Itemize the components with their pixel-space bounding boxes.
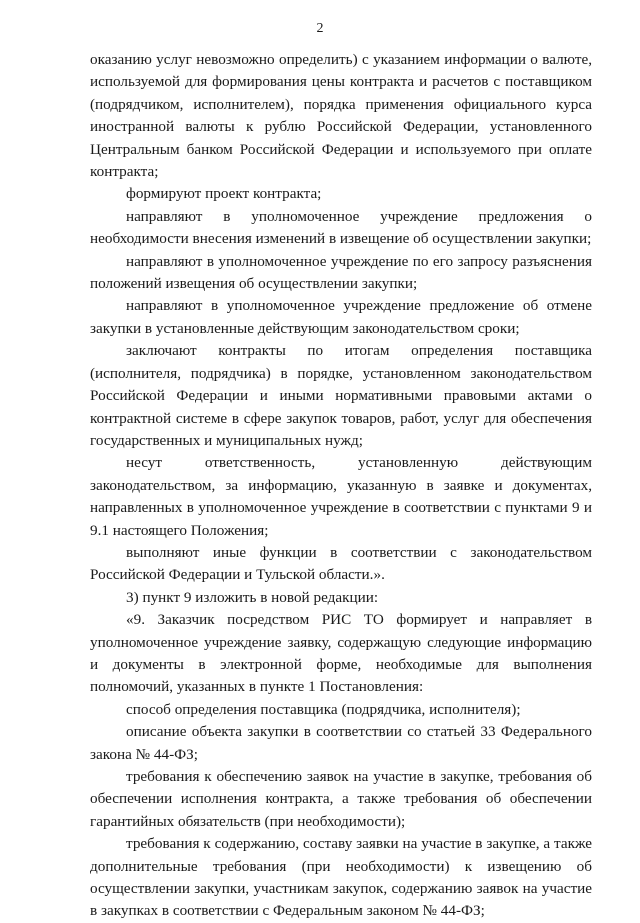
paragraph-application-requirements: требования к содержанию, составу заявки на участие в закупке, а также дополнительные требования (при необходимости) к извещению об осуществлении закупки, участникам закупок, содержанию заявок на участие в закупках в соответствии с Федеральным законом № 44-ФЗ; — [90, 835, 592, 920]
paragraph-cancel-procurement: направляют в уполномоченное учреждение предложение об отмене закупки в установленные действующим законодательством сроки; — [90, 297, 592, 337]
paragraph-clarifications: направляют в уполномоченное учреждение по его запросу разъяснения положений извещения об осуществлении закупки; — [90, 252, 592, 293]
document-body — [90, 49, 592, 923]
paragraph-currency-info: оказанию услуг невозможно определить) с указанием информации о валюте, используемой для формирования цены контракта и расчетов с поставщиком (подрядчиком, исполнителем), порядка применения официального курса иностранной валюты к рублю Российской Федерации, установленного Центральным банком Российской Федерации и используемого при оплате контракта; — [90, 51, 592, 181]
paragraph-conclude-contracts: заключают контракты по итогам определения поставщика (исполнителя, подрядчика) в порядке, установленном законодательством Российской Федерации и иными нормативными правовыми актами о контрактной системе в сфере закупок товаров, работ, услуг для обеспечения государственных и муниципальных нужд; — [90, 342, 592, 449]
paragraph-form-contract: формируют проект контракта; — [126, 185, 322, 203]
paragraph-responsibility: несут ответственность, установленную действующим законодательством, за информацию, указанную в заявке и документах, направленных в уполномоченное учреждение в соответствии с пунктами 9 и 9.1 настоящего Положения; — [90, 454, 592, 539]
paragraph-item-9-text: «9. Заказчик посредством РИС ТО формирует и направляет в уполномоченное учреждение заявку, содержащую следующие информацию и документы в электронной форме, необходимые для выполнения полномочий, указанных в пункте 1 Постановления: — [90, 611, 592, 696]
paragraph-item-9-heading: 3) пункт 9 изложить в новой редакции: — [126, 588, 379, 606]
paragraph-supplier-method: способ определения поставщика (подрядчика, исполнителя); — [126, 700, 521, 718]
paragraph-notice-changes: направляют в уполномоченное учреждение предложения о необходимости внесения изменений в извещение об осуществлении закупки; — [90, 207, 592, 248]
page-number: 2 — [316, 21, 324, 36]
paragraph-security-requirements: требования к обеспечению заявок на участие в закупке, требования об обеспечении исполнения контракта, а также требования об обеспечении гарантийных обязательств (при необходимости); — [90, 768, 592, 830]
paragraph-object-description: описание объекта закупки в соответствии со статьей 33 Федерального закона № 44-ФЗ; — [90, 723, 592, 763]
paragraph-other-functions: выполняют иные функции в соответствии с законодательством Российской Федерации и Тульской области.». — [90, 543, 592, 584]
